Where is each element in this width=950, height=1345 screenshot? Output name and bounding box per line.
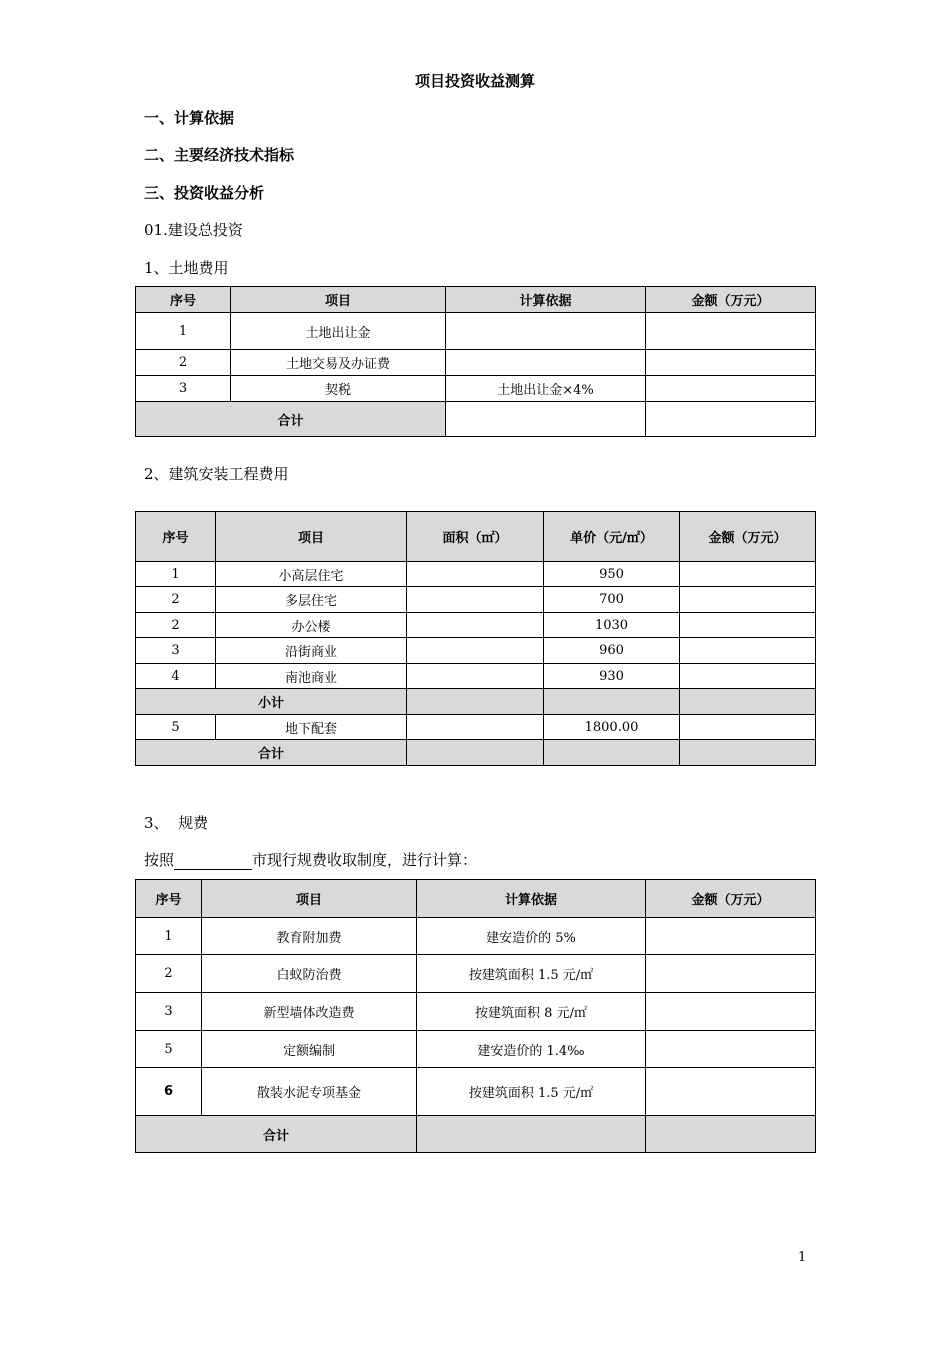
cell-area <box>407 587 544 613</box>
cell-area <box>407 664 544 689</box>
table-row <box>136 715 816 740</box>
cell-amount <box>646 402 816 437</box>
cell-item: 契税 <box>231 376 446 402</box>
cell-seq: 6 <box>136 1068 202 1116</box>
cell-basis <box>446 350 646 376</box>
subtotal-label: 小计 <box>136 689 407 715</box>
cell-seq: 5 <box>136 715 216 740</box>
cell-basis: 按建筑面积 1.5 元/㎡ <box>417 955 646 993</box>
cell-item: 教育附加费 <box>202 918 417 955</box>
header-unit-price: 单价（元/㎡） <box>544 512 680 562</box>
caption-land-cost: 1、土地费用 <box>144 259 229 277</box>
cell-item: 地下配套 <box>216 715 407 740</box>
land-cost-table <box>135 286 816 437</box>
table-row <box>136 918 816 955</box>
cell-item: 南池商业 <box>216 664 407 689</box>
fees-intro-after: 市现行规费收取制度，进行计算： <box>252 851 478 869</box>
cell-area <box>407 715 544 740</box>
cell-unit-price: 960 <box>544 638 680 664</box>
total-label: 合计 <box>136 402 446 437</box>
cell-area <box>407 638 544 664</box>
cell-item: 散装水泥专项基金 <box>202 1068 417 1116</box>
cell-item: 土地出让金 <box>231 313 446 350</box>
table-row <box>136 562 816 587</box>
cell-amount <box>646 993 816 1031</box>
table-row <box>136 955 816 993</box>
table-header-row <box>136 880 816 918</box>
header-seq: 序号 <box>136 880 202 918</box>
cell-item: 办公楼 <box>216 613 407 638</box>
cell-seq: 2 <box>136 955 202 993</box>
city-blank <box>174 852 252 870</box>
header-area: 面积（㎡） <box>407 512 544 562</box>
header-basis: 计算依据 <box>417 880 646 918</box>
cell-area <box>407 562 544 587</box>
cell-amount <box>680 587 816 613</box>
header-item: 项目 <box>231 287 446 313</box>
cell-basis <box>417 1116 646 1153</box>
cell-seq: 3 <box>136 638 216 664</box>
cell-amount <box>680 664 816 689</box>
header-item: 项目 <box>216 512 407 562</box>
table-row <box>136 638 816 664</box>
table-row <box>136 587 816 613</box>
cell-unit-price: 1030 <box>544 613 680 638</box>
cell-area <box>407 740 544 766</box>
total-row <box>136 1116 816 1153</box>
cell-amount <box>646 1068 816 1116</box>
table-row <box>136 1068 816 1116</box>
cell-seq: 5 <box>136 1031 202 1068</box>
cell-seq: 2 <box>136 587 216 613</box>
cell-amount <box>680 689 816 715</box>
header-amount: 金额（万元） <box>646 287 816 313</box>
cell-area <box>407 689 544 715</box>
cell-item: 沿街商业 <box>216 638 407 664</box>
cell-item: 土地交易及办证费 <box>231 350 446 376</box>
cell-seq: 1 <box>136 918 202 955</box>
cell-amount <box>680 613 816 638</box>
cell-seq: 3 <box>136 993 202 1031</box>
subheading-total-investment: 01.建设总投资 <box>144 221 243 239</box>
heading-investment-analysis: 三、投资收益分析 <box>144 184 265 202</box>
header-amount: 金额（万元） <box>680 512 816 562</box>
cell-amount <box>646 313 816 350</box>
total-row <box>136 740 816 766</box>
fees-intro <box>144 850 477 870</box>
cell-unit-price <box>544 740 680 766</box>
total-row <box>136 402 816 437</box>
total-label: 合计 <box>136 1116 417 1153</box>
cell-amount <box>646 1031 816 1068</box>
cell-amount <box>680 562 816 587</box>
cell-amount <box>680 638 816 664</box>
cell-basis: 按建筑面积 8 元/㎡ <box>417 993 646 1031</box>
cell-basis: 建安造价的 5% <box>417 918 646 955</box>
table-row <box>136 350 816 376</box>
cell-unit-price: 700 <box>544 587 680 613</box>
header-amount: 金额（万元） <box>646 880 816 918</box>
document-title: 项目投资收益测算 <box>414 72 535 90</box>
table-row <box>136 993 816 1031</box>
caption-fees: 3、 规费 <box>144 814 209 832</box>
cell-basis <box>446 313 646 350</box>
header-basis: 计算依据 <box>446 287 646 313</box>
heading-calculation-basis: 一、计算依据 <box>144 109 235 127</box>
cell-amount <box>646 350 816 376</box>
table-row <box>136 664 816 689</box>
cell-unit-price <box>544 689 680 715</box>
header-seq: 序号 <box>136 512 216 562</box>
cell-item: 白蚁防治费 <box>202 955 417 993</box>
total-label: 合计 <box>136 740 407 766</box>
construction-cost-table <box>135 511 816 766</box>
cell-amount <box>646 955 816 993</box>
table-header-row <box>136 512 816 562</box>
cell-item: 新型墙体改造费 <box>202 993 417 1031</box>
cell-area <box>407 613 544 638</box>
cell-basis: 土地出让金×4% <box>446 376 646 402</box>
cell-amount <box>646 918 816 955</box>
fees-intro-before: 按照 <box>144 851 175 869</box>
caption-construction-cost: 2、建筑安装工程费用 <box>144 465 289 483</box>
table-row <box>136 613 816 638</box>
cell-amount <box>680 740 816 766</box>
cell-unit-price: 1800.00 <box>544 715 680 740</box>
cell-amount <box>646 376 816 402</box>
cell-basis: 按建筑面积 1.5 元/㎡ <box>417 1068 646 1116</box>
header-item: 项目 <box>202 880 417 918</box>
cell-seq: 1 <box>136 562 216 587</box>
cell-amount <box>646 1116 816 1153</box>
cell-seq: 3 <box>136 376 231 402</box>
cell-basis <box>446 402 646 437</box>
table-header-row <box>136 287 816 313</box>
table-row <box>136 313 816 350</box>
header-seq: 序号 <box>136 287 231 313</box>
heading-economic-indicators: 二、主要经济技术指标 <box>144 146 295 164</box>
fees-table <box>135 879 816 1153</box>
cell-item: 多层住宅 <box>216 587 407 613</box>
cell-unit-price: 930 <box>544 664 680 689</box>
subtotal-row <box>136 689 816 715</box>
table-row <box>136 1031 816 1068</box>
cell-item: 定额编制 <box>202 1031 417 1068</box>
cell-amount <box>680 715 816 740</box>
table-row <box>136 376 816 402</box>
cell-seq: 2 <box>136 613 216 638</box>
cell-seq: 4 <box>136 664 216 689</box>
cell-basis: 建安造价的 1.4‰ <box>417 1031 646 1068</box>
page-number: 1 <box>798 1250 807 1265</box>
cell-seq: 2 <box>136 350 231 376</box>
cell-item: 小高层住宅 <box>216 562 407 587</box>
cell-seq: 1 <box>136 313 231 350</box>
cell-unit-price: 950 <box>544 562 680 587</box>
